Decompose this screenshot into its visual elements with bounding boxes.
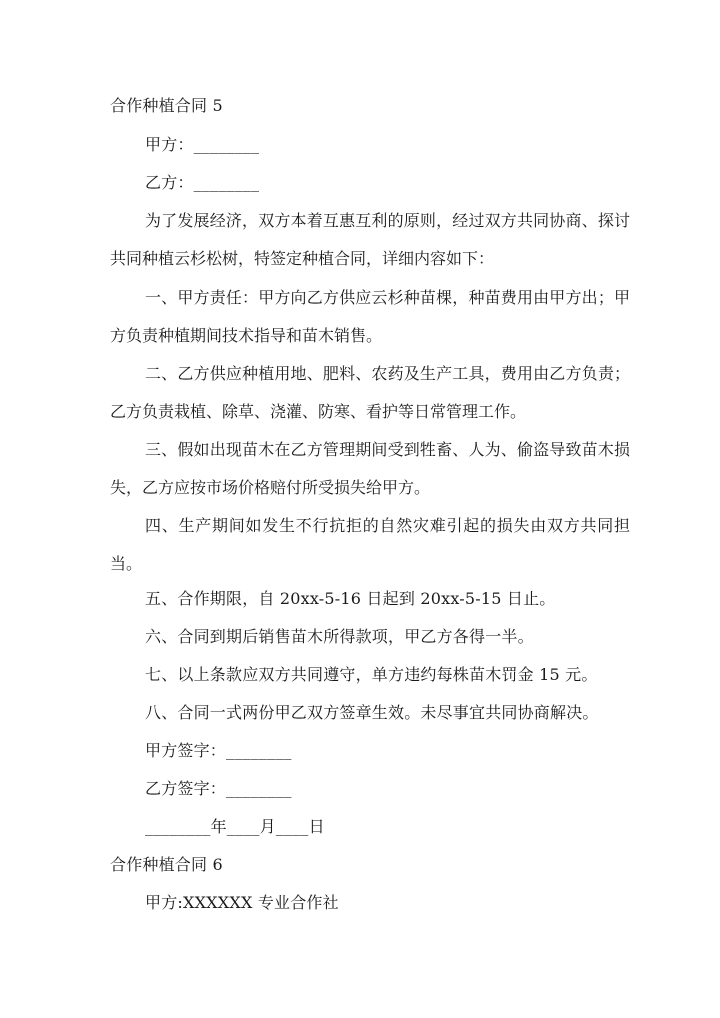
clause-8: 八、合同一式两份甲乙双方签章生效。未尽事宜共同协商解决。: [145, 703, 599, 722]
contract-6-title: 合作种植合同 6: [110, 855, 223, 874]
contract-5-title: 合作种植合同 5: [110, 96, 223, 115]
party-a-line: 甲方：________: [145, 135, 260, 154]
clause-3: 三、假如出现苗木在乙方管理期间受到牲畜、人为、偷盗导致苗木损失，乙方应按市场价格赔付所受损失给甲方。: [110, 440, 630, 497]
party-a-signature: 甲方签字：________: [145, 741, 292, 760]
date-line: ________年____月____日: [145, 817, 325, 836]
party-b-line: 乙方：________: [145, 173, 260, 192]
contract-6-party-a: 甲方:XXXXXX 专业合作社: [145, 893, 339, 912]
party-b-signature: 乙方签字：________: [145, 779, 292, 798]
clause-5: 五、合作期限，自 20xx-5-16 日起到 20xx-5-15 日止。: [145, 589, 556, 608]
clause-1: 一、甲方责任：甲方向乙方供应云杉种苗棵，种苗费用由甲方出；甲方负责种植期间技术指导和苗木销售。: [110, 288, 630, 345]
intro-paragraph: 为了发展经济，双方本着互惠互利的原则，经过双方共同协商、探讨共同种植云杉松树，特签定种植合同，详细内容如下：: [110, 211, 630, 268]
clause-6: 六、合同到期后销售苗木所得款项，甲乙方各得一半。: [145, 627, 534, 646]
clause-4: 四、生产期间如发生不行抗拒的自然灾难引起的损失由双方共同担当。: [110, 516, 630, 573]
clause-7: 七、以上条款应双方共同遵守，单方违约每株苗木罚金 15 元。: [145, 665, 598, 684]
clause-2: 二、乙方供应种植用地、肥料、农药及生产工具，费用由乙方负责；乙方负责栽植、除草、浇灌、防寒、看护等日常管理工作。: [110, 364, 630, 421]
